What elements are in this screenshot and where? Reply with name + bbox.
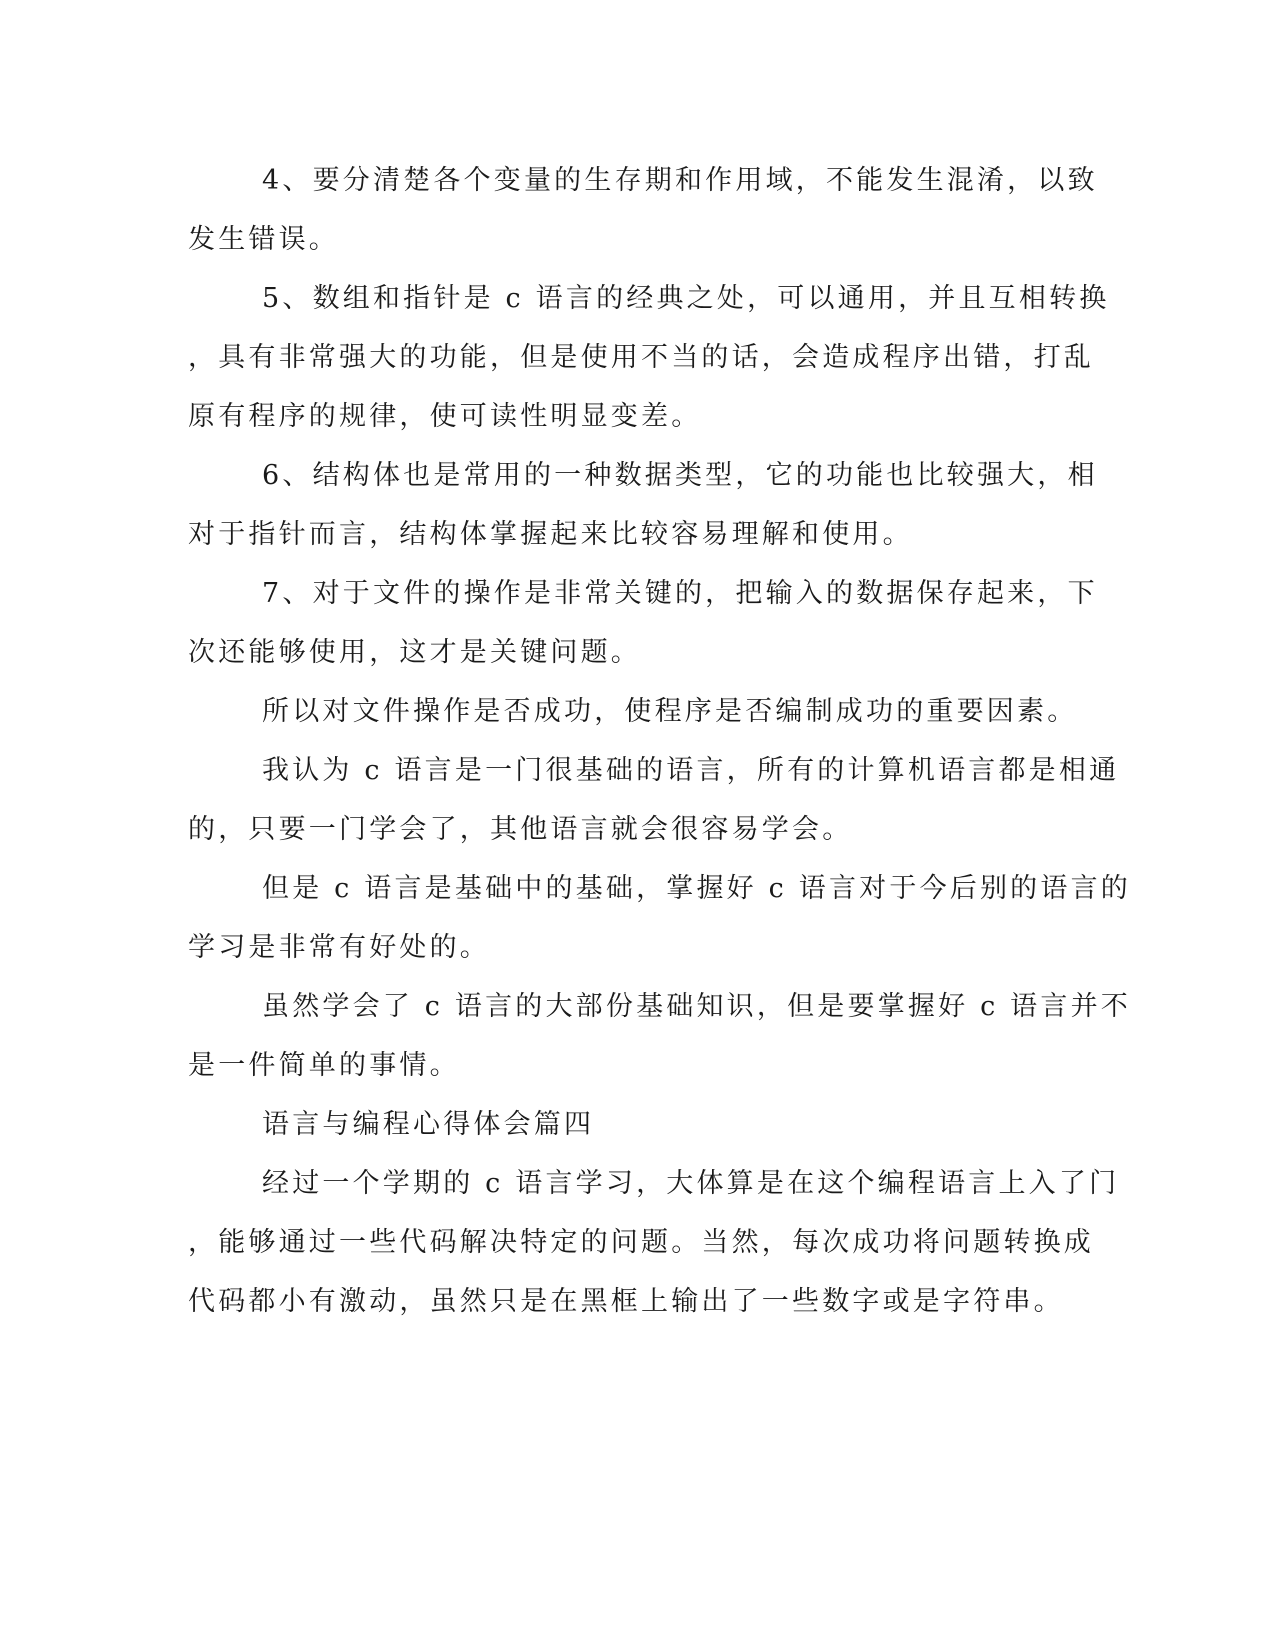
text-line: 的，只要一门学会了，其他语言就会很容易学会。 — [188, 814, 853, 845]
text-line: 5、数组和指针是 c 语言的经典之处，可以通用，并且互相转换 — [262, 283, 1110, 314]
text-line: 是一件简单的事情。 — [188, 1050, 460, 1081]
text-line: 学习是非常有好处的。 — [188, 932, 490, 963]
text-line: 虽然学会了 c 语言的大部份基础知识，但是要掌握好 c 语言并不 — [262, 991, 1131, 1022]
text-line: 我认为 c 语言是一门很基础的语言，所有的计算机语言都是相通 — [262, 755, 1120, 786]
section-heading: 语言与编程心得体会篇四 — [262, 1109, 595, 1140]
text-line: 4、要分清楚各个变量的生存期和作用域，不能发生混淆，以致 — [262, 165, 1098, 196]
text-line: ，能够通过一些代码解决特定的问题。当然，每次成功将问题转换成 — [188, 1227, 1094, 1258]
text-line: 发生错误。 — [188, 224, 339, 255]
text-line: ，具有非常强大的功能，但是使用不当的话，会造成程序出错，打乱 — [188, 342, 1094, 373]
text-line: 6、结构体也是常用的一种数据类型，它的功能也比较强大，相 — [262, 460, 1098, 491]
text-line: 7、对于文件的操作是非常关键的，把输入的数据保存起来，下 — [262, 578, 1098, 609]
text-line: 代码都小有激动，虽然只是在黑框上输出了一些数字或是字符串。 — [188, 1286, 1064, 1317]
text-line: 所以对文件操作是否成功，使程序是否编制成功的重要因素。 — [262, 696, 1078, 727]
text-line: 原有程序的规律，使可读性明显变差。 — [188, 401, 702, 432]
text-line: 对于指针而言，结构体掌握起来比较容易理解和使用。 — [188, 519, 913, 550]
text-line: 但是 c 语言是基础中的基础，掌握好 c 语言对于今后别的语言的 — [262, 873, 1131, 904]
text-line: 经过一个学期的 c 语言学习，大体算是在这个编程语言上入了门 — [262, 1168, 1120, 1199]
text-line: 次还能够使用，这才是关键问题。 — [188, 637, 641, 668]
